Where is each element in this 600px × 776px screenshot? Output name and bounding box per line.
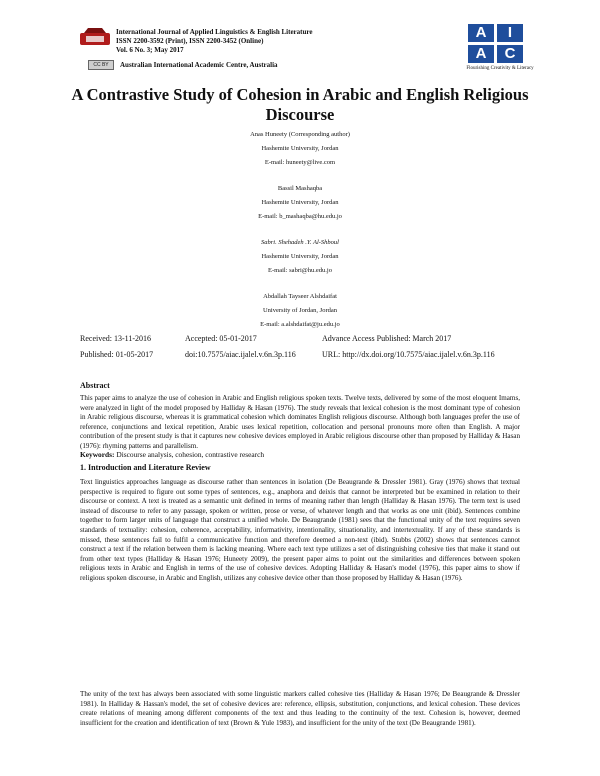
journal-volume: Vol. 6 No. 3; May 2017 (116, 46, 184, 54)
author-affiliation: Hashemite University, Jordan (261, 199, 339, 206)
journal-issn: ISSN 2200-3592 (Print), ISSN 2200-3452 (Online) (116, 37, 264, 45)
author-name: Bassil Mashaqba (277, 185, 323, 192)
section-heading: 1. Introduction and Literature Review (80, 463, 211, 472)
author-affiliation: University of Jordan, Jordan (262, 307, 337, 314)
aiac-logo-icon (468, 24, 524, 64)
publisher-name: Australian International Academic Centre, Australia (120, 61, 278, 69)
aiac-letter: I (497, 24, 523, 42)
cc-license-icon: CC BY (88, 60, 114, 70)
aiac-letter: A (468, 45, 494, 63)
received-date: Received: 13-11-2016 (80, 334, 152, 343)
doi-text: doi:10.7575/aiac.ijalel.v.6n.3p.116 (185, 350, 296, 359)
author-name: Abdallah Tayseer Alshdaifat (263, 293, 337, 300)
section-paragraph: Text linguistics approaches language as discourse rather than sentences in isolation (De Beaugrande & Dressler 1981). Gray (1976) shows that textual perspective is required to figure out some types of sentences, e.g., anaphora and deixis that cannot be interpreted but be examined in relation to their discourse or context. A text is treated as a semantic unit defined in terms of meaning rather than length (Halliday & Hasan 1976). The term text is used instead of discourse to refer to any passage, spoken or written, prose or verse, of whatever length and that works as one unit (ibid). Sentences combine together to form larger units of language that construct a unified whole. De Beaugrande (1981) sees that the functional unity of the text requires seven standards of textuality: cohesion, coherence, acceptability, informativity, intentionality, situationality, and intertextuality. If any of these standards is missed, these sentences fail to fulfil a communicative function and therefore deemed a non-text (ibid). Stubbs (2002) shows that sentences cannot construct a text if the relation between them is lacking meaning. Where each text type utilizes a set of distinguishing cohesive ties that make it stand out from other text types (Halliday & Hasan 1976; Huneety 2009), the present paper aims to point out the similarities and differences between spoken religious texts in Arabic and English in terms of the use of cohesive devices. Adopting Halliday & Hasan's model (1976), this paper aims to show if religious spoken discourse, in Arabic and English, utilizes any cohesive device other than those proposed by Halliday & Hasan (1976). (80, 478, 520, 582)
author-email[interactable]: E-mail: a.alshdaifat@ju.edu.jo (260, 321, 340, 328)
abstract-heading: Abstract (80, 381, 110, 390)
author-email[interactable]: E-mail: sabri@hu.edu.jo (268, 267, 332, 274)
aiac-letter: A (468, 24, 494, 42)
keywords-label: Keywords: (80, 450, 115, 459)
author-affiliation: Hashemite University, Jordan (261, 253, 339, 260)
journal-header (88, 28, 468, 55)
aiac-letter: C (497, 45, 523, 63)
section-paragraph: The unity of the text has always been associated with some linguistic markers called cohesive ties (Halliday & Hasan 1976; De Beaugrande & Dressler 1981). In Halliday & Hassan's model, the set of cohesive devices are: reference, ellipsis, substitution, conjunctions, and lexical cohesion. These devices create relations of meaning among different components of the text and thus leading to the continuity of the text. Cohesion is, however, deemed insufficient for the creation and identification of text (Brown & Yule 1983), and insufficient for the unity of the text (De Beaugrande 1981). (80, 690, 520, 727)
keywords-text: Discourse analysis, cohesion, contrastive research (116, 450, 265, 459)
doi-url-link[interactable]: URL: http://dx.doi.org/10.7575/aiac.ijalel.v.6n.3p.116 (322, 350, 495, 359)
abstract-text: This paper aims to analyze the use of cohesion in Arabic and English religious spoken texts. Twelve texts, delivered by some of the most eloquent Imams, were analyzed in light of the model proposed by Halliday & Hasan (1976). The study reveals that lexical cohesion is the most dominant type of cohesion in Arabic religious discourse, whereas it is grammatical cohesion which dominates English religious discourse. Although both languages prefer the use of reference, conjunctions and lexical repetition, Arabic uses lexical repetition, collocation and personal pronouns more often than English. A major contribution of the present study is that it captures new cohesive devices employed in Arabic religious discourse other than proposed by Halliday & Hasan (1976): rhyming patterns and parallelism. (80, 394, 520, 450)
advance-access-date: Advance Access Published: March 2017 (322, 334, 452, 343)
published-date: Published: 01-05-2017 (80, 350, 154, 359)
author-list (150, 128, 450, 332)
author-name: Anas Huneety (Corresponding author) (250, 131, 350, 138)
paper-title: A Contrastive Study of Cohesion in Arabic and English Religious Discourse (71, 85, 529, 124)
accepted-date: Accepted: 05-01-2017 (185, 334, 257, 343)
author-email[interactable]: E-mail: b_mashaqba@hu.edu.jo (258, 213, 342, 220)
author-affiliation: Hashemite University, Jordan (261, 145, 339, 152)
journal-name: International Journal of Applied Linguistics & English Literature (116, 28, 313, 36)
author-email[interactable]: E-mail: huneety@live.com (264, 159, 336, 166)
aiac-tagline: Flourishing Creativity & Literacy (466, 66, 534, 71)
author-name: Sabri. Shehadeh .Y. Al-Shboul (260, 239, 339, 246)
keywords-line (80, 450, 264, 459)
